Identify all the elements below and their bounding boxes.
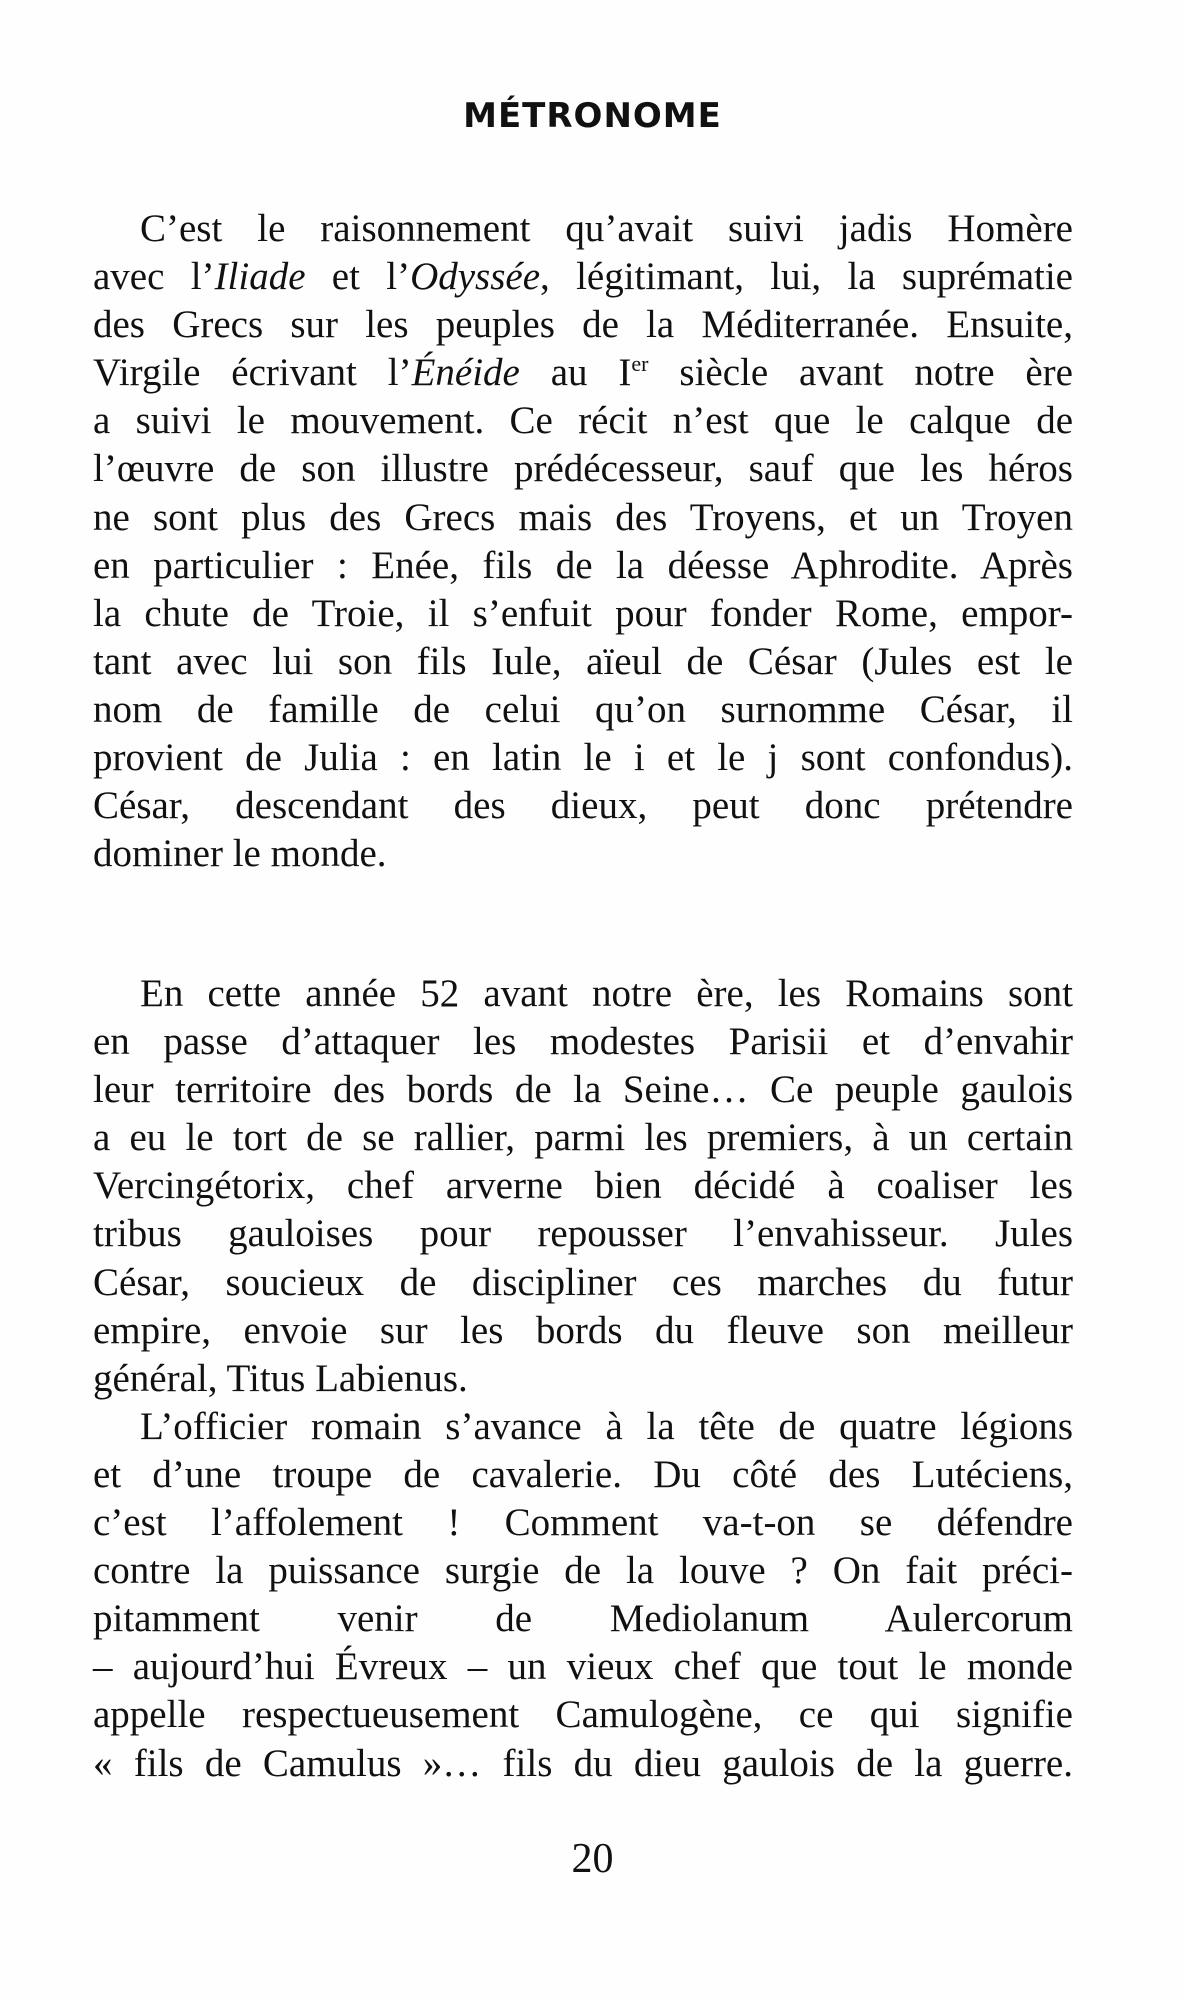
text-line: dominer le monde. xyxy=(93,832,387,876)
text-line: tribus gauloises pour repousser l’envahisseur. Jules xyxy=(93,1212,1073,1256)
text-line: Virgile écrivant l’Énéide au Ier siècle avant notre ère xyxy=(93,351,1073,395)
text-line: C’est le raisonnement qu’avait suivi jadis Homère xyxy=(140,207,1073,250)
superscript-er: er xyxy=(631,351,649,377)
text-line: des Grecs sur les peuples de la Méditerranée. Ensuite, xyxy=(93,303,1073,347)
text-line: général, Titus Labienus. xyxy=(93,1356,468,1400)
text-line: a suivi le mouvement. Ce récit n’est que le calque de xyxy=(93,399,1073,443)
text-line: César, soucieux de discipliner ces marches du futur xyxy=(93,1260,1073,1304)
page-number: 20 xyxy=(571,1836,614,1882)
text-line: appelle respectueusement Camulogène, ce qui signifie xyxy=(93,1693,1073,1737)
text-line: tant avec lui son fils Iule, aïeul de César (Jules est le xyxy=(93,639,1073,683)
text-line: César, descendant des dieux, peut donc prétendre xyxy=(93,784,1073,828)
title-iliade: Iliade xyxy=(214,255,306,299)
text-line: l’œuvre de son illustre prédécesseur, sauf que les héros xyxy=(93,447,1073,491)
title-odyssee: Odyssée xyxy=(410,255,541,299)
text-line: la chute de Troie, il s’enfuit pour fonder Rome, empor- xyxy=(93,591,1073,635)
text-line: c’est l’affolement ! Comment va-t-on se défendre xyxy=(93,1501,1073,1545)
text-line: provient de Julia : en latin le i et le j sont confondus). xyxy=(93,736,1073,780)
paragraph-2-and-3 xyxy=(93,970,1073,1788)
running-title: MÉTRONOME xyxy=(463,96,722,136)
text-line: en passe d’attaquer les modestes Parisii et d’envahir xyxy=(93,1020,1073,1064)
text-line: L’officier romain s’avance à la tête de quatre légions xyxy=(140,1404,1073,1448)
text-line: leur territoire des bords de la Seine… Ce peuple gaulois xyxy=(93,1068,1073,1112)
text-line: ne sont plus des Grecs mais des Troyens, et un Troyen xyxy=(93,495,1073,539)
text-line: En cette année 52 avant notre ère, les Romains sont xyxy=(140,972,1073,1015)
text-line: nom de famille de celui qu’on surnomme César, il xyxy=(93,687,1073,731)
text-line: a eu le tort de se rallier, parmi les premiers, à un certain xyxy=(93,1116,1073,1160)
title-eneide: Énéide xyxy=(411,351,520,395)
paragraph-1 xyxy=(93,205,1073,878)
text-line: « fils de Camulus »… fils du dieu gaulois de la guerre. xyxy=(93,1741,1073,1785)
text-line: contre la puissance surgie de la louve ? On fait préci- xyxy=(93,1549,1073,1593)
text-line: – aujourd’hui Évreux – un vieux chef que tout le monde xyxy=(93,1645,1073,1689)
text-line: Vercingétorix, chef arverne bien décidé à coaliser les xyxy=(93,1164,1073,1208)
text-line: en particulier : Enée, fils de la déesse Aphrodite. Après xyxy=(93,543,1073,587)
text-line: et d’une troupe de cavalerie. Du côté des Lutéciens, xyxy=(93,1452,1073,1496)
text-line: empire, envoie sur les bords du fleuve son meilleur xyxy=(93,1308,1073,1352)
text-line: avec l’Iliade et l’Odyssée, légitimant, lui, la suprématie xyxy=(93,255,1073,299)
text-line: pitamment venir de Mediolanum Aulercorum xyxy=(93,1597,1073,1641)
